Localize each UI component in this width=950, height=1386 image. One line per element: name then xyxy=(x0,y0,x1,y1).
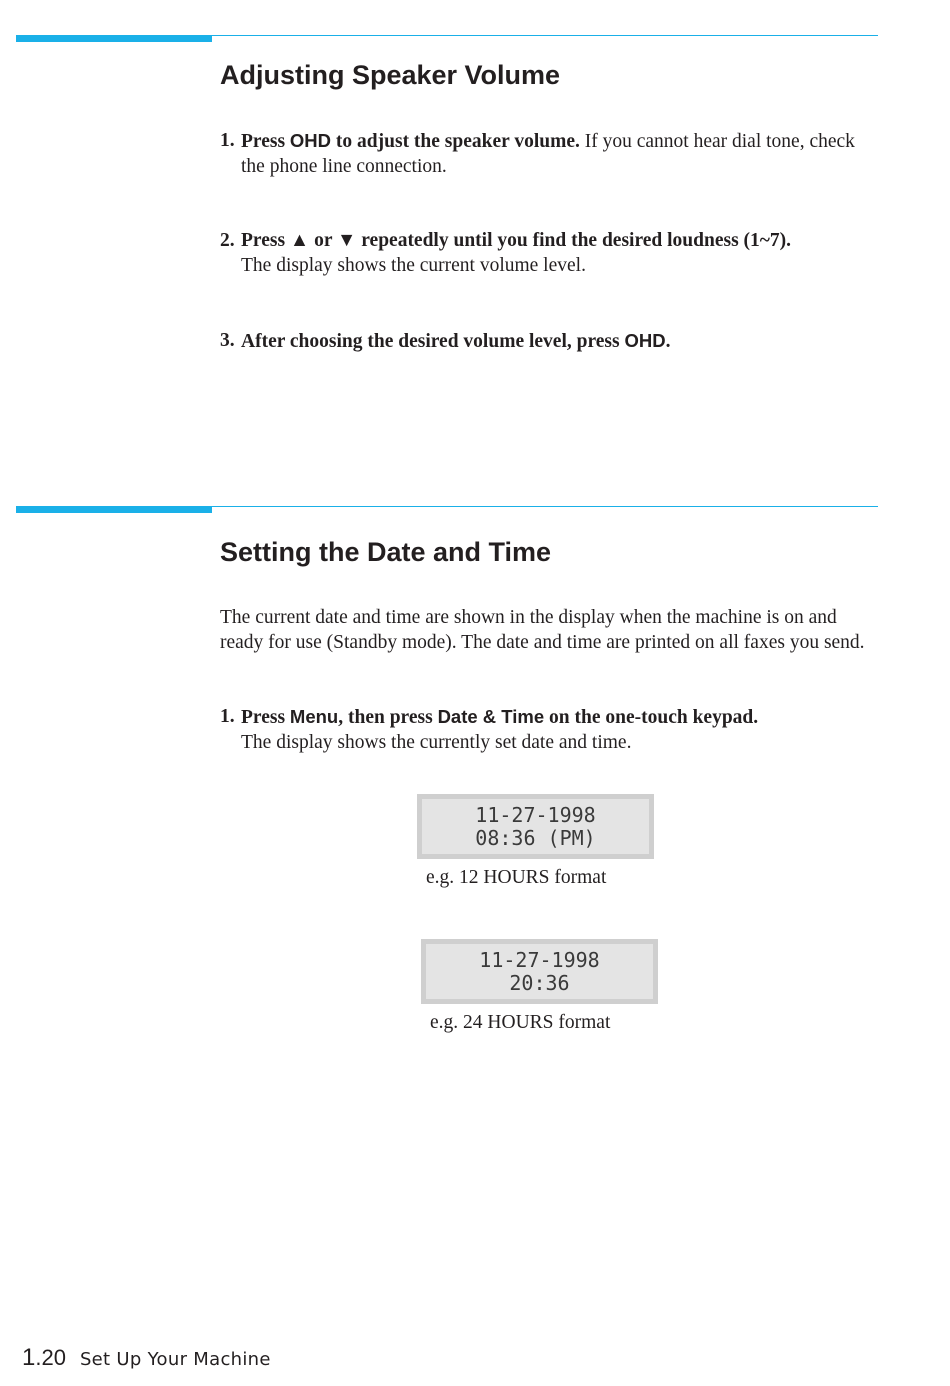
lcd-time-line: 08:36 (PM) xyxy=(475,826,596,850)
ohd-key-label: OHD xyxy=(289,130,332,151)
down-arrow-icon: ▼ xyxy=(337,230,357,251)
section-title-speaker-volume: Adjusting Speaker Volume xyxy=(220,60,561,90)
section-title-date-time: Setting the Date and Time xyxy=(220,537,552,567)
page-number: 1.20 xyxy=(22,1344,66,1371)
volume-step-1: 1. Press OHD to adjust the speaker volume. If you cannot hear dial tone, check the phone line connection. xyxy=(220,130,855,177)
chapter-title: Set Up Your Machine xyxy=(79,1349,271,1370)
lcd-display-24h xyxy=(421,939,658,1004)
rule-accent-bar xyxy=(16,35,212,42)
rule-accent-bar xyxy=(16,506,212,513)
step-number: 1. xyxy=(220,130,235,151)
lcd-date-line: 11-27-1998 xyxy=(475,803,596,827)
page-footer xyxy=(22,1344,271,1372)
step-number: 1. xyxy=(220,706,235,727)
caption-12h: e.g. 12 HOURS format xyxy=(426,867,607,888)
lcd-date-line: 11-27-1998 xyxy=(479,948,600,972)
menu-key-label: Menu xyxy=(289,706,339,727)
volume-step-3: 3. After choosing the desired volume level, press OHD. xyxy=(220,330,671,352)
date-step-1: 1. Press Menu, then press Date & Time on the one-touch keypad. The display shows the currently set date and time. xyxy=(220,706,759,753)
section-rule xyxy=(16,35,878,42)
step-number: 3. xyxy=(220,330,235,351)
up-arrow-icon: ▲ xyxy=(289,230,310,251)
caption-24h: e.g. 24 HOURS format xyxy=(430,1012,611,1033)
volume-step-2: 2. Press ▲ or ▼ repeatedly until you find the desired loudness (1~7). The display shows the current volume level. xyxy=(220,230,792,276)
rule-line xyxy=(212,506,878,507)
lcd-time-line: 20:36 xyxy=(509,971,570,995)
ohd-key-label: OHD xyxy=(624,330,666,351)
step-number: 2. xyxy=(220,230,235,251)
date-time-key-label: Date & Time xyxy=(437,706,545,727)
lcd-display-12h xyxy=(417,794,654,859)
intro-paragraph: The current date and time are shown in the display when the machine is on and ready for use (Standby mode). The date and time are printed on all faxes you send. xyxy=(220,607,865,653)
rule-line xyxy=(212,35,878,36)
section-rule xyxy=(16,506,878,513)
